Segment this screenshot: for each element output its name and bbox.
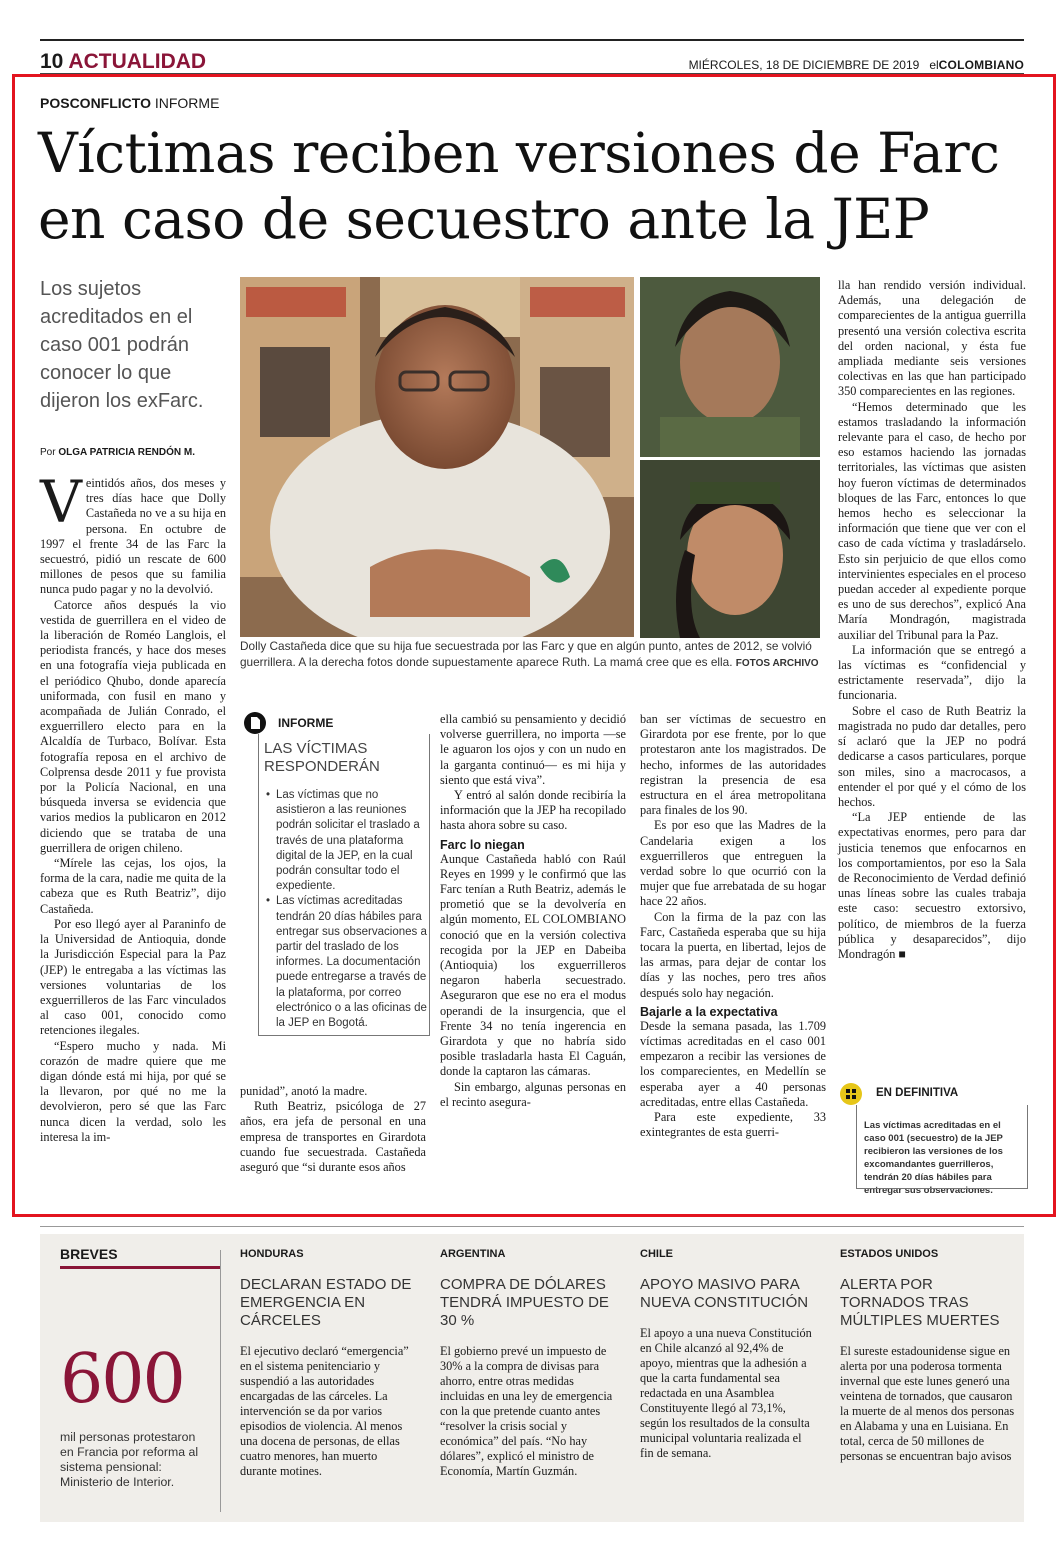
paragraph: Desde la semana pasada, las 1.709 víctimas acreditadas en el caso 001 empezaron a recibir las versiones de los comparecientes, en Medellín se esperaba ayer a 40 personas acreditadas, entre ellas Castañeda.: [640, 1018, 826, 1109]
paragraph: ban ser víctimas de secuestro en Girardota por ese frente, por lo que protestaron ante los magistrados. De hecho, informes de las autoridades registran la presencia de esa estructura en el área metropolitana para finales de los 90.: [640, 712, 826, 818]
paragraph: “Espero mucho y nada. Mi corazón de madre quiere que me digan dónde está mi hija, por qué se la llevaron, por qué no me la devolvieron, pero sé que las Farc nunca dicen la verdad, solo les interesa la im-: [40, 1038, 226, 1144]
brief-body: El apoyo a una nueva Constitución en Chile alcanzó al 92,4% de apoyo, mientras que la adhesión a que la carta fundamental sea redactada en una Asamblea Constituyente llegó al 73,1%, según los resultados de la consulta municipal voluntaria realizada el fin de semana.: [640, 1326, 812, 1460]
brief-item: [640, 1248, 816, 1461]
paragraph: Ruth Beatriz, psicóloga de 27 años, era jefa de personal en una empresa de transportes en Girardota cuando fue secuestrada. Castañeda aseguró que “si durante esos años: [240, 1099, 426, 1175]
subhead: Bajarle a la expectativa: [640, 1004, 778, 1019]
paragraph: Y entró al salón donde recibiría la información que la JEP ha recopilado hasta ahora sobre su caso.: [440, 788, 626, 833]
brief-country: HONDURAS: [240, 1248, 304, 1260]
brief-item: [440, 1248, 616, 1479]
document-icon: [244, 712, 266, 734]
column-3: [440, 712, 626, 1110]
paragraph: Por eso llegó ayer al Paraninfo de la Universidad de Antioquia, donde la Jurisdicción Especial para la Paz (JEP) le entregaba a las víctimas las versiones voluntarias de los exguerrilleros de las Farc vinculados al caso 001, conocido como retenciones ilegales.: [40, 916, 226, 1038]
info-box-list: [266, 788, 430, 1031]
kicker: [40, 95, 219, 111]
top-rule: [40, 39, 1024, 41]
paragraph: Es por eso que las Madres de la Candelaria exigen a los exguerrilleros que entreguen la verdad sobre lo que ocurrió con la mujer que fue arrebatada de su hogar hace 22 años.: [640, 818, 826, 909]
brief-item: [240, 1248, 416, 1479]
breves-divider: [220, 1250, 221, 1512]
deck: Los sujetos acreditados en el caso 001 podrán conocer lo que dijeron los exFarc.: [40, 278, 204, 412]
column-2: [240, 1084, 426, 1175]
info-box-title: LAS VÍCTIMAS RESPONDERÁN: [264, 740, 380, 775]
paragraph: Sin embargo, algunas personas en el recinto asegura-: [440, 1079, 626, 1109]
brief-country: ESTADOS UNIDOS: [840, 1248, 939, 1260]
paragraph: La información que se entregó a las víctimas es “confidencial y estrictamente reservada”, dijo la funcionaria.: [838, 642, 1026, 703]
list-item: • Las víctimas que no asistieron a las reuniones podrán solicitar el traslado a través de una plataforma digital de la JEP, en la cual podrán consultar todo el expediente.: [266, 788, 430, 894]
brief-country: ARGENTINA: [440, 1248, 506, 1260]
definitiva-frame: [856, 1105, 1028, 1189]
brief-headline: ALERTA POR TORNADOS TRAS MÚLTIPLES MUERTES: [840, 1276, 1000, 1329]
kicker-type: INFORME: [154, 95, 220, 111]
paper-prefix: el: [929, 58, 939, 72]
byline: Por OLGA PATRICIA RENDÓN M.: [40, 447, 196, 458]
photo-caption: Dolly Castañeda dice que su hija fue secuestrada por las Farc y que en algún punto, antes de 2012, se volvió guerrillera. A la derecha fotos donde supuestamente aparece Ruth. La mamá cree que es ella. FOTOS ARCHIVO: [240, 639, 819, 669]
paragraph: “La JEP entiende de las expectativas enormes, pero para dar justicia tenemos que enfocarnos en los comportamientos, por eso la Sala de Reconocimiento de Verdad definió unas líneas sobre las cuales trabaja este caso: secuestro extorsivo, político, de miembros de la fuerza pública y desaparecidos”, dijo Mondragón ■: [838, 810, 1026, 961]
paper-name: COLOMBIANO: [938, 58, 1024, 72]
main-photo: [240, 277, 634, 637]
brief-item: [840, 1248, 1016, 1464]
brief-body: El sureste estadounidense sigue en alerta por una poderosa tormenta invernal que este lunes generó una veintena de tornados, que causaron la muerte de al menos dos personas en Alabama y una en Luisiana. En total, cerca de 50 millones de personas se encuentran bajo avisos: [840, 1344, 1015, 1463]
issue-date: MIÉRCOLES, 18 DE DICIEMBRE DE 2019: [688, 58, 920, 72]
big-number: 600: [60, 1340, 184, 1419]
info-box: [240, 712, 430, 1031]
brief-headline: DECLARAN ESTADO DE EMERGENCIA EN CÁRCELES: [240, 1276, 412, 1329]
author-name: OLGA PATRICIA RENDÓN M.: [58, 447, 196, 458]
column-4: [640, 712, 826, 1140]
paragraph: Sobre el caso de Ruth Beatriz la magistrada no pudo dar detalles, pero sí aclaró que la JEP no podrá dedicarse a casos particulares, porque son miles, sino a macrocasos, a entender el por qué y el cómo de los hechos.: [838, 703, 1026, 809]
paragraph: Veintidós años, dos meses y tres días hace que Dolly Castañeda no ve a su hija en persona. En octubre de 1997 el frente 34 de las Farc la secuestró, pidió un rescate de 600 millones de pesos que su familia nunca pudo pagar y no la devolvió.: [40, 468, 226, 597]
photo-credit: FOTOS ARCHIVO: [735, 657, 819, 669]
paragraph: ella cambió su pensamiento y decidió volverse guerrillera, no importa —se le aguaron los ojos y con un nudo en la garganta continuó— es mi hija y siento que está viva”.: [440, 712, 626, 787]
photo-bottom-right: [640, 460, 820, 638]
kicker-topic: POSCONFLICTO: [40, 95, 151, 111]
summary-icon: [840, 1083, 862, 1105]
definitiva-text: Las víctimas acreditadas en el caso 001 (secuestro) de la JEP recibieron las versiones de los excomandantes guerrilleros, tendrán 20 días hábiles para entregar sus observaciones.: [864, 1120, 1003, 1196]
section-divider: [40, 1226, 1024, 1227]
headline-line-2: en caso de secuestro ante la JEP: [38, 187, 930, 251]
definitiva-header: EN DEFINITIVA: [876, 1087, 959, 1099]
paragraph: Aunque Castañeda habló con Raúl Reyes en 1999 y le confirmó que las Farc tenían a Ruth Beatriz, además le prometió que se la devolvería en algún momento, EL COLOMBIANO conoció que en la versión colectiva recogida por la JEP en Dabeiba (Antioquia) los exguerrilleros negaron haberla secuestrado. Aseguraron que ese no era el modus operandi de la insurgencia, que el Frente 34 no tenía ingerencia en Girardota y que no habría sido posible trasladarla hasta El Caguán, donde la captaron las cámaras.: [440, 851, 626, 1079]
photo-top-right: [640, 277, 820, 457]
page-number: 10: [40, 50, 64, 73]
page-header: [40, 50, 206, 74]
paragraph: Catorce años después la vio vestida de guerrillera en el video de la liberación de Roméo Langlois, el periodista francés, y hace dos meses en una fotografía vieja publicada en el periódico Qhubo, donde aparecía uniformada, con fusil en mano y acompañada de Julián Conrado, el exguerrillero electo para en la Alcaldía de Turbaco, Bolívar. Esta fotografía reposa en el archivo de Colprensa desde 2011 y fue provista por la Policía Nacional, en una búsqueda inversa se evidencia que varios medios la publicaron en 2012 diciendo que se trataba de una guerrillera de origen chileno.: [40, 597, 226, 855]
column-5: [838, 278, 1026, 962]
drop-cap: V: [40, 468, 82, 536]
brief-body: El gobierno prevé un impuesto de 30% a la compra de divisas para ahorro, entre otras medidas incluidas en una ley de emergencia con la que pretende cuanto antes “resolver la crisis social y económica” del país. “No hay dólares”, explicó el ministro de Economía, Martín Guzmán.: [440, 1344, 613, 1478]
paragraph: Para este expediente, 33 exintegrantes de esta guerri-: [640, 1110, 826, 1140]
definitiva-box: [838, 1083, 1028, 1197]
paragraph: lla han rendido versión individual. Además, una delegación de comparecientes de la antigua guerrilla presentó una versión colectiva escrita del orden nacional, y ésta fue ampliada mediante seis versiones colectivas en las que han participado 350 comparecientes en las regiones.: [838, 278, 1026, 399]
headline-line-1: Víctimas reciben versiones de Farc: [38, 121, 1000, 185]
section-name: ACTUALIDAD: [68, 50, 207, 73]
brief-body: El ejecutivo declaró “emergencia” en el sistema penitenciario y suspendió a las autoridades encargadas de las cárceles. La intervención se da por varios episodios de violencia. Al menos una docena de personas, de ellas cuatro menores, han muerto durante motines.: [240, 1344, 409, 1478]
big-number-text: mil personas protestaron en Francia por reforma al sistema pensional: Ministerio de Interior.: [60, 1430, 199, 1489]
paragraph: punidad”, anotó la madre.: [240, 1084, 368, 1098]
paragraph: “Hemos determinado que les estamos trasladando la información relevante para el caso, de hecho por eso estamos haciendo las jornadas territoriales, las víctimas que asisten hoy fueron víctimas de determinados bloques de las Farc, entonces lo que hemos hecho es seleccionar la información que tiene que ver con el caso de cada víctima y trasladárselo. Esto sin perjuicio de que ellos como intervinientes especiales en el proceso puedan acceder al expediente porque es uno de sus derechos”, explicó Ana María Mondragón, magistrada auxiliar del Tribunal para la Paz.: [838, 399, 1026, 642]
brief-headline: APOYO MASIVO PARA NUEVA CONSTITUCIÓN: [640, 1276, 809, 1311]
info-box-header: INFORME: [278, 716, 334, 730]
headline: [38, 120, 1028, 252]
list-item: • Las víctimas acreditadas tendrán 20 días hábiles para entregar sus observaciones a partir del traslado de los informes. La documentación puede entregarse a través de la plataforma, por correo electrónico o a las oficinas de la JEP en Bogotá.: [266, 894, 430, 1031]
column-1: [40, 468, 226, 1145]
dateline: [689, 58, 1024, 72]
brief-headline: COMPRA DE DÓLARES TENDRÁ IMPUESTO DE 30 %: [440, 1276, 609, 1329]
paragraph: Con la firma de la paz con las Farc, Castañeda esperaba que su hija tocara la puerta, en libertad, lejos de las armas, para dejar de contar los días y las noches, pero tres años después solo hay negación.: [640, 909, 826, 1000]
paragraph: “Mírele las cejas, los ojos, la forma de la cara, nadie me quita de la cabeza que es Ruth Beatriz”, dijo Castañeda.: [40, 856, 226, 916]
breves-title: BREVES: [60, 1246, 118, 1262]
brief-country: CHILE: [640, 1248, 673, 1260]
breves-rule: [60, 1266, 220, 1269]
subhead: Farc lo niegan: [440, 837, 525, 852]
